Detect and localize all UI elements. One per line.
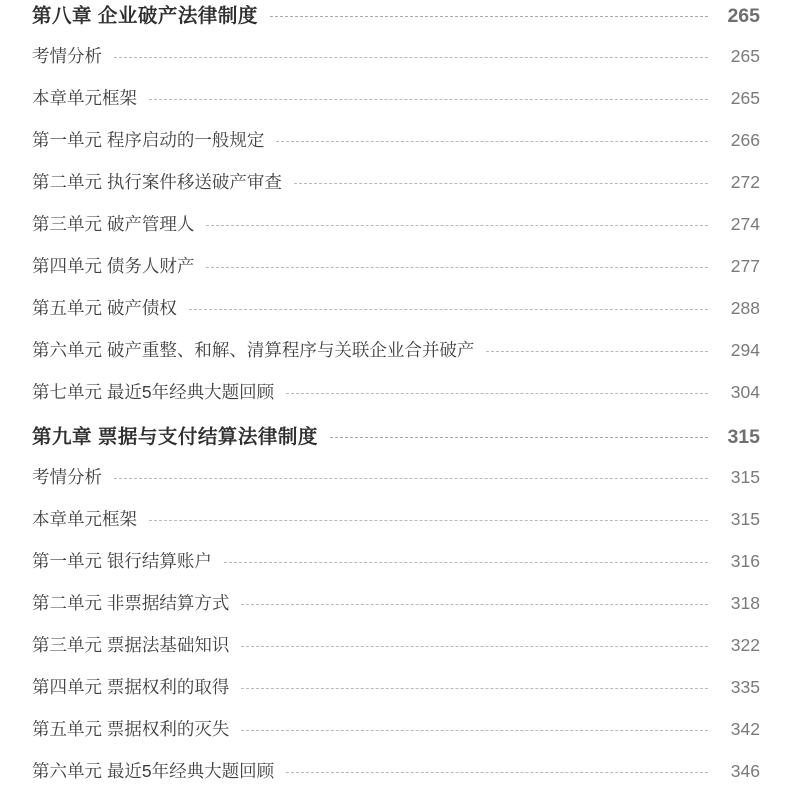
toc-entry-page-number: 316: [730, 551, 760, 571]
toc-entry-label: 本章单元框架: [32, 88, 137, 108]
toc-entry-page-number: 318: [730, 593, 760, 613]
toc-section-row[interactable]: [0, 337, 790, 379]
toc-leader-dots: [286, 771, 708, 773]
toc-entry-page-number: 265: [730, 46, 760, 66]
toc-entry-page-number: 265: [730, 88, 760, 108]
toc-section-row[interactable]: [0, 716, 790, 758]
toc-entry-label: 第五单元 破产债权: [32, 298, 177, 318]
toc-entry-label: 第九章 票据与支付结算法律制度: [32, 426, 318, 448]
toc-section-row[interactable]: [0, 85, 790, 127]
toc-leader-dots: [241, 729, 708, 731]
toc-section-row[interactable]: [0, 674, 790, 716]
toc-section-row[interactable]: [0, 548, 790, 590]
toc-section-row[interactable]: [0, 253, 790, 295]
toc-entry-label: 第六单元 最近5年经典大题回顾: [32, 761, 275, 781]
toc-entry-label: 第二单元 执行案件移送破产审查: [32, 172, 282, 192]
toc-entry-page-number: 315: [730, 509, 760, 529]
toc-leader-dots: [486, 350, 708, 352]
toc-entry-page-number: 346: [730, 761, 760, 781]
toc-section-row[interactable]: [0, 169, 790, 211]
toc-entry-page-number: 294: [730, 340, 760, 360]
toc-leader-dots: [270, 15, 708, 17]
toc-section-row[interactable]: [0, 464, 790, 506]
toc-section-row[interactable]: [0, 379, 790, 421]
toc-leader-dots: [241, 687, 708, 689]
toc-leader-dots: [149, 98, 708, 100]
toc-entry-label: 考情分析: [32, 467, 102, 487]
toc-section-row[interactable]: [0, 211, 790, 253]
toc-entry-page-number: 322: [730, 635, 760, 655]
toc-entry-label: 考情分析: [32, 46, 102, 66]
toc-entry-page-number: 315: [727, 426, 760, 448]
toc-section-row[interactable]: [0, 295, 790, 337]
toc-leader-dots: [206, 224, 708, 226]
toc-entry-page-number: 274: [730, 214, 760, 234]
toc-entry-label: 第二单元 非票据结算方式: [32, 593, 230, 613]
toc-leader-dots: [330, 436, 708, 438]
toc-entry-page-number: 272: [730, 172, 760, 192]
toc-entry-page-number: 342: [730, 719, 760, 739]
toc-entry-label: 第五单元 票据权利的灭失: [32, 719, 230, 739]
toc-section-row[interactable]: [0, 506, 790, 548]
toc-section-row[interactable]: [0, 127, 790, 169]
toc-leader-dots: [224, 561, 708, 563]
toc-entry-label: 第三单元 破产管理人: [32, 214, 195, 234]
toc-leader-dots: [241, 603, 708, 605]
toc-entry-label: 第三单元 票据法基础知识: [32, 635, 230, 655]
toc-section-row[interactable]: [0, 758, 790, 800]
toc-section-row[interactable]: [0, 632, 790, 674]
toc-leader-dots: [189, 308, 708, 310]
toc-leader-dots: [114, 477, 708, 479]
toc-leader-dots: [114, 56, 708, 58]
toc-entry-label: 第六单元 破产重整、和解、清算程序与关联企业合并破产: [32, 340, 475, 360]
toc-leader-dots: [276, 140, 708, 142]
toc-entry-page-number: 335: [730, 677, 760, 697]
toc-entry-page-number: 265: [727, 5, 760, 27]
toc-entry-page-number: 315: [730, 467, 760, 487]
toc-entry-page-number: 288: [730, 298, 760, 318]
toc-leader-dots: [286, 392, 708, 394]
toc-leader-dots: [149, 519, 708, 521]
toc-leader-dots: [294, 182, 708, 184]
toc-chapter-row[interactable]: [0, 0, 790, 43]
toc-entry-page-number: 266: [730, 130, 760, 150]
toc-entry-page-number: 304: [730, 382, 760, 402]
toc-entry-page-number: 277: [730, 256, 760, 276]
toc-entry-label: 第一单元 程序启动的一般规定: [32, 130, 265, 150]
toc-leader-dots: [241, 645, 708, 647]
toc-entry-label: 本章单元框架: [32, 509, 137, 529]
toc-entry-label: 第八章 企业破产法律制度: [32, 5, 258, 27]
toc-chapter-row[interactable]: [0, 421, 790, 464]
toc-entry-label: 第七单元 最近5年经典大题回顾: [32, 382, 275, 402]
toc-section-row[interactable]: [0, 43, 790, 85]
toc-section-row[interactable]: [0, 590, 790, 632]
toc-entry-label: 第四单元 票据权利的取得: [32, 677, 230, 697]
toc-entry-label: 第四单元 债务人财产: [32, 256, 195, 276]
toc-leader-dots: [206, 266, 708, 268]
toc-entry-label: 第一单元 银行结算账户: [32, 551, 212, 571]
